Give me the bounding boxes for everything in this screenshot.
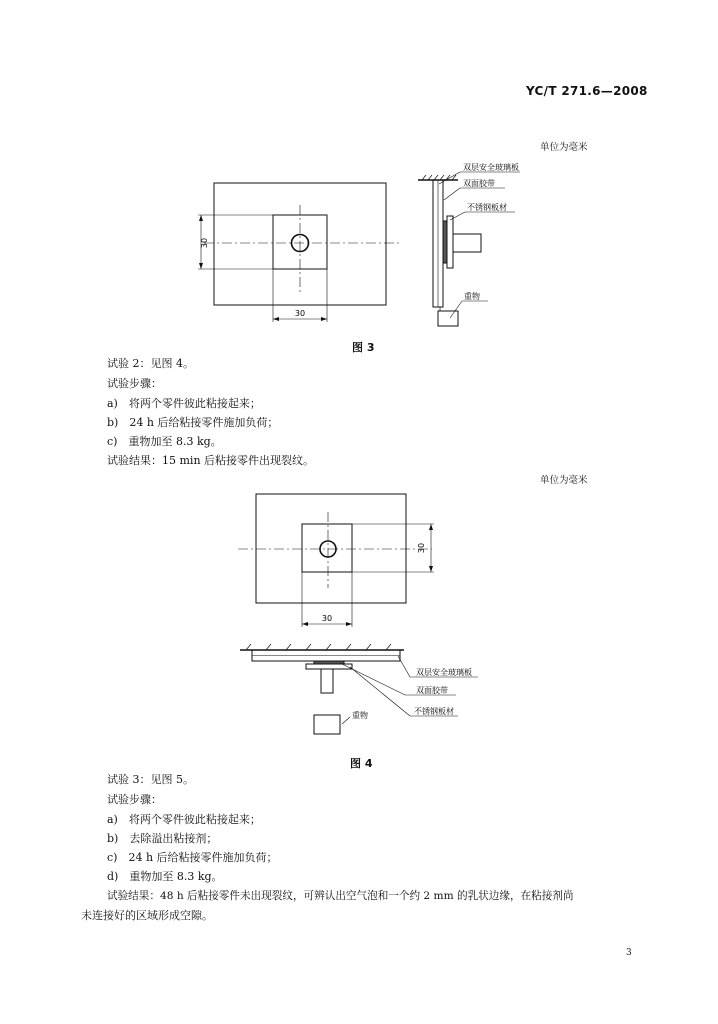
test3-result-line2: 未连接好的区域形成空隙。 (81, 909, 213, 922)
test3-intro: 试验 3：见图 5。 (107, 773, 194, 786)
test2-intro: 试验 2：见图 4。 (107, 357, 194, 370)
fig4-steel-plate-side (306, 664, 352, 669)
page-number: 3 (626, 948, 632, 958)
fig3-dim-horizontal: 30 (294, 309, 306, 318)
test3-step-b: b) 去除溢出粘接剂； (107, 832, 218, 845)
fig4-unit-note: 单位为毫米 (540, 475, 588, 486)
test2-steps-title: 试验步骤： (107, 377, 162, 390)
test2-step-c: c) 重物加至 8.3 kg。 (107, 435, 222, 448)
fig4-caption: 图 4 (350, 757, 373, 770)
fig4-label-steel: 不锈钢板材 (414, 707, 454, 716)
fig4-steel-square (302, 524, 352, 572)
test2-step-b: b) 24 h 后给粘接零件施加负荷； (107, 416, 279, 429)
test3-step-d: d) 重物加至 8.3 kg。 (107, 870, 223, 883)
fig3-label-glass: 双层安全玻璃板 (463, 163, 519, 172)
fig4-label-glass: 双层安全玻璃板 (416, 668, 472, 677)
test3-step-a: a) 将两个零件彼此粘接起来； (107, 813, 261, 826)
fig4-label-tape: 双面胶带 (416, 686, 448, 695)
test3-step-c: c) 24 h 后给粘接零件施加负荷； (107, 851, 278, 864)
fig4-bolt (321, 669, 333, 693)
standard-number: YC/T 271.6—2008 (526, 84, 648, 98)
fig3-label-steel: 不锈钢板材 (467, 203, 507, 212)
test3-result-line1: 试验结果：48 h 后粘接零件未出现裂纹，可辨认出空气泡和一个约 2 mm 的乳状边缘，在粘接剂尚 (107, 890, 574, 902)
fig3-label-weight: 重物 (464, 292, 480, 301)
test3-steps-title: 试验步骤： (107, 793, 162, 806)
fig3-dim-vertical: 30 (200, 237, 209, 249)
fig4-glass-plate-front (256, 494, 406, 603)
fig4-dim-vertical: 30 (417, 542, 426, 554)
fig3-caption: 图 3 (352, 341, 375, 354)
fig3-unit-note: 单位为毫米 (540, 142, 588, 153)
test2-step-a: a) 将两个零件彼此粘接起来； (107, 397, 261, 410)
fig4-weight (314, 715, 340, 734)
fig4-label-weight: 重物 (352, 711, 368, 720)
test2-result: 试验结果：15 min 后粘接零件出现裂纹。 (107, 454, 315, 467)
fig4-dim-horizontal: 30 (321, 614, 333, 623)
fig3-label-tape: 双面胶带 (463, 179, 495, 188)
